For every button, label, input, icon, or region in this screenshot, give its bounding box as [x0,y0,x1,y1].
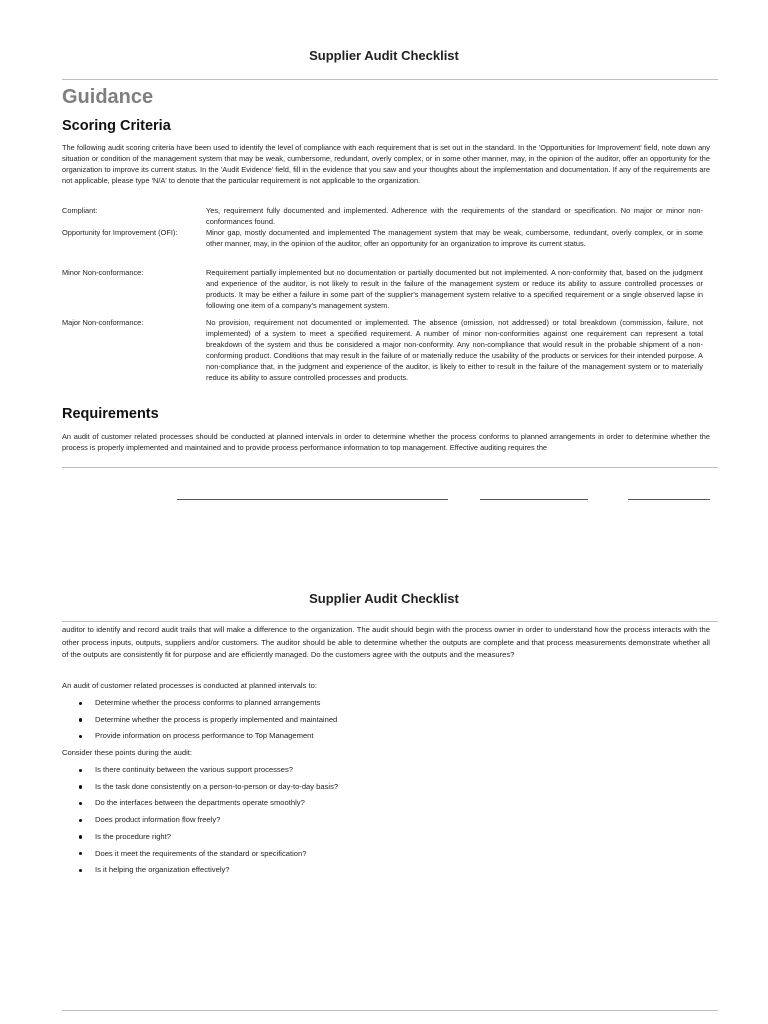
criteria-label-minor: Minor Non-conformance: [62,268,144,277]
audit-intro-text: An audit of customer related processes is conducted at planned intervals to: [62,681,317,690]
list-item-text: Does product information flow freely? [95,815,221,825]
audit-points-list [62,762,702,879]
page-1-header-title: Supplier Audit Checklist [309,48,459,63]
list-item [62,779,702,796]
list-item-text: Do the interfaces between the departments operate smoothly? [95,798,305,808]
bullet-icon [79,702,82,705]
scoring-criteria-intro: The following audit scoring criteria have been used to identify the level of compliance with each requirement that is set out in the standard. In the 'Opportunities for Improvement' field, note down any situation or condition of the management system that may be weak, cumbersome, redundant, overly complex, or in some other manner, may, in the opinion of the auditor, offer an opportunity for the organization to improve its current status. In the 'Audit Evidence' field, fill in the evidence that you saw and your thoughts about the implementation and documentation. If any of the requirements are not applicable, please type 'N/A' to denote that the particular requirement is not applicable to the organization. [62,143,710,186]
list-item-text: Is the task done consistently on a person-to-person or day-to-day basis? [95,781,339,791]
page-2-header-title: Supplier Audit Checklist [309,591,459,606]
requirements-continued-text: auditor to identify and record audit trails that will make a difference to the organization. The audit should begin with the process owner in order to understand how the process interacts with the other process inputs, outputs, suppliers and/or customers. The auditor should be able to determine whether the outputs are complete and that process measurements demonstrate whether all of the outputs are consistently fit for purpose and are efficiently managed. Do the customers agree with the outputs and the measures? [62,625,710,660]
bullet-icon [79,785,82,788]
consider-points-text: Consider these points during the audit: [62,748,193,757]
list-item [62,829,702,846]
requirements-text: An audit of customer related processes should be conducted at planned intervals in order to determine whether the process conforms to planned arrangements in order to determine whether the process is properly implemented and maintained and to provide process performance information to top management. Effective auditing requires the [62,432,710,453]
page-1-header-rule [62,79,718,80]
bullet-icon [79,735,82,738]
bullet-icon [79,718,82,721]
list-item-text: Determine whether the process conforms to planned arrangements [95,698,321,707]
list-item [62,712,702,729]
list-item-text: Provide information on process performance to Top Management [95,731,314,741]
bullet-icon [79,819,82,822]
signature-line-2 [480,499,588,500]
bullet-icon [79,769,82,772]
criteria-label-ofi: Opportunity for Improvement (OFI): [62,228,178,237]
guidance-heading: Guidance [62,86,154,108]
list-item-text: Is it helping the organization effectively? [95,865,230,875]
criteria-description-ofi: Minor gap, mostly documented and implemented The management system that may be weak, cumbersome, redundant, overly complex, or in some other manner, may, in the opinion of the auditor, offer an opportunity for an organization to improve its current status. [206,228,703,249]
bullet-icon [79,852,82,855]
list-item [62,695,702,712]
requirements-heading: Requirements [62,406,159,422]
list-item [62,728,702,745]
list-item-text: Is the procedure right? [95,831,171,841]
signature-line-3 [628,499,710,500]
page-2-footer-rule [62,1010,718,1011]
list-item [62,862,702,879]
criteria-label-compliant: Compliant: [62,206,98,215]
criteria-description-minor: Requirement partially implemented but no documentation or partially documented but not implemented. A non-conformity that, based on the judgment and experience of the auditor, is not likely to result in the failure of the management system or reduce its ability to assure controlled processes or products. It may be either a failure in some part of the supplier's management system relative to a specified requirement or a single observed lapse in following one item of a company's management system. [206,268,703,311]
page-2-header-rule [62,621,718,622]
scoring-criteria-heading: Scoring Criteria [62,118,171,134]
bullet-icon [79,835,82,838]
criteria-description-major: No provision, requirement not documented or implemented. The absence (omission, not addressed) or total breakdown (commission, failure, not implemented) of a system to meet a specified requirement. A number of minor non-conformities against one requirement can represent a total breakdown of the system and thus be considered a major non-conformity. Any non-compliance that would result in the probable shipment of a non-conforming product. Conditions that may result in the failure of or materially reduce the usability of the products or services for their intended purpose. A non-compliance that, in the judgment and experience of the auditor, is likely to either to result in the failure of the management system or to materially reduce its ability to assure controlled processes and products. [206,318,703,383]
list-item [62,812,702,829]
list-item-text: Determine whether the process is properly implemented and maintained [95,714,338,724]
list-item-text: Is there continuity between the various support processes? [95,765,293,774]
bullet-icon [79,802,82,805]
criteria-description-compliant: Yes, requirement fully documented and implemented. Adherence with the requirements of the standard or specification. No major or minor non-conformances found. [206,206,703,227]
bullet-icon [79,869,82,872]
list-item [62,795,702,812]
list-item-text: Does it meet the requirements of the standard or specification? [95,848,307,858]
audit-purpose-list [62,695,702,745]
list-item [62,762,702,779]
list-item [62,846,702,863]
page-1-content-rule [62,467,718,468]
criteria-label-major: Major Non-conformance: [62,318,144,327]
signature-line-1 [177,499,448,500]
